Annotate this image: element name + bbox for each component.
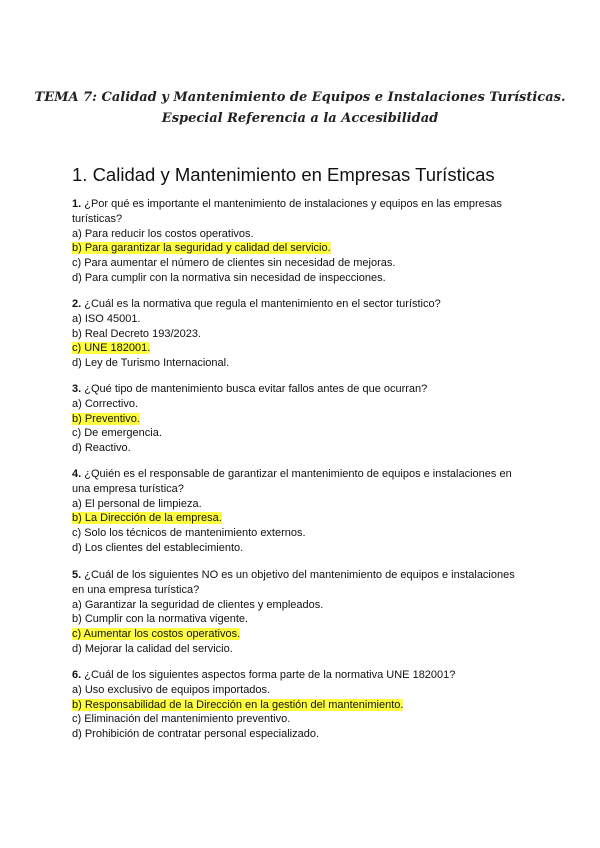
- option-b: b) Real Decreto 193/2023.: [72, 327, 202, 340]
- option-d: d) Ley de Turismo Internacional.: [72, 357, 230, 370]
- option-a: a) El personal de limpieza.: [72, 497, 202, 510]
- document-title: TEMA 7: Calidad y Mantenimiento de Equipos e Instalaciones Turísticas.: [34, 90, 566, 105]
- question-text: 4. ¿Quién es el responsable de garantizar el mantenimiento de equipos e instalaciones en: [72, 468, 512, 480]
- question-text: 6. ¿Cuál de los siguientes aspectos forma parte de la normativa UNE 182001?: [72, 669, 456, 681]
- option-d: d) Para cumplir con la normativa sin necesidad de inspecciones.: [72, 271, 386, 284]
- section-heading: 1. Calidad y Mantenimiento en Empresas Turísticas: [72, 164, 495, 185]
- question-text: 3. ¿Qué tipo de mantenimiento busca evitar fallos antes de que ocurran?: [72, 383, 428, 395]
- option-c: c) De emergencia.: [72, 427, 162, 440]
- question-text: 5. ¿Cuál de los siguientes NO es un objetivo del mantenimiento de equipos e instalaciones: [72, 569, 515, 581]
- option-b-correct: b) Para garantizar la seguridad y calidad del servicio.: [72, 242, 331, 255]
- question-text-cont: turísticas?: [72, 212, 123, 225]
- question-block: [72, 668, 532, 742]
- question-text: 1. ¿Por qué es importante el mantenimiento de instalaciones y equipos en las empresas: [72, 198, 502, 210]
- option-b-correct: b) Responsabilidad de la Dirección en la gestión del mantenimiento.: [72, 698, 404, 711]
- question-text-cont: en una empresa turística?: [72, 583, 200, 596]
- option-a: a) Para reducir los costos operativos.: [72, 227, 254, 240]
- option-c: c) Eliminación del mantenimiento preventivo.: [72, 713, 291, 726]
- question-block: [72, 568, 532, 657]
- option-c-correct: c) Aumentar los costos operativos.: [72, 628, 241, 641]
- question-block: [72, 197, 532, 286]
- option-a: a) Uso exclusivo de equipos importados.: [72, 683, 271, 696]
- option-c: c) Solo los técnicos de mantenimiento externos.: [72, 527, 306, 540]
- option-d: d) Los clientes del establecimiento.: [72, 541, 244, 554]
- option-d: d) Reactivo.: [72, 442, 131, 455]
- option-a: a) ISO 45001.: [72, 312, 141, 325]
- option-b-correct: b) Preventivo.: [72, 412, 140, 425]
- question-text-cont: una empresa turística?: [72, 482, 184, 495]
- option-a: a) Garantizar la seguridad de clientes y empleados.: [72, 598, 324, 611]
- document-subtitle: Especial Referencia a la Accesibilidad: [161, 111, 439, 126]
- option-c-correct: c) UNE 182001.: [72, 342, 151, 355]
- option-b-correct: b) La Dirección de la empresa.: [72, 512, 222, 525]
- option-d: d) Prohibición de contratar personal especializado.: [72, 728, 320, 741]
- question-block: [72, 467, 532, 556]
- question-block: [72, 382, 532, 456]
- question-block: [72, 297, 532, 371]
- question-text: 2. ¿Cuál es la normativa que regula el mantenimiento en el sector turístico?: [72, 298, 441, 310]
- option-b: b) Cumplir con la normativa vigente.: [72, 613, 249, 626]
- option-d: d) Mejorar la calidad del servicio.: [72, 642, 233, 655]
- option-a: a) Correctivo.: [72, 397, 139, 410]
- option-c: c) Para aumentar el número de clientes sin necesidad de mejoras.: [72, 257, 396, 270]
